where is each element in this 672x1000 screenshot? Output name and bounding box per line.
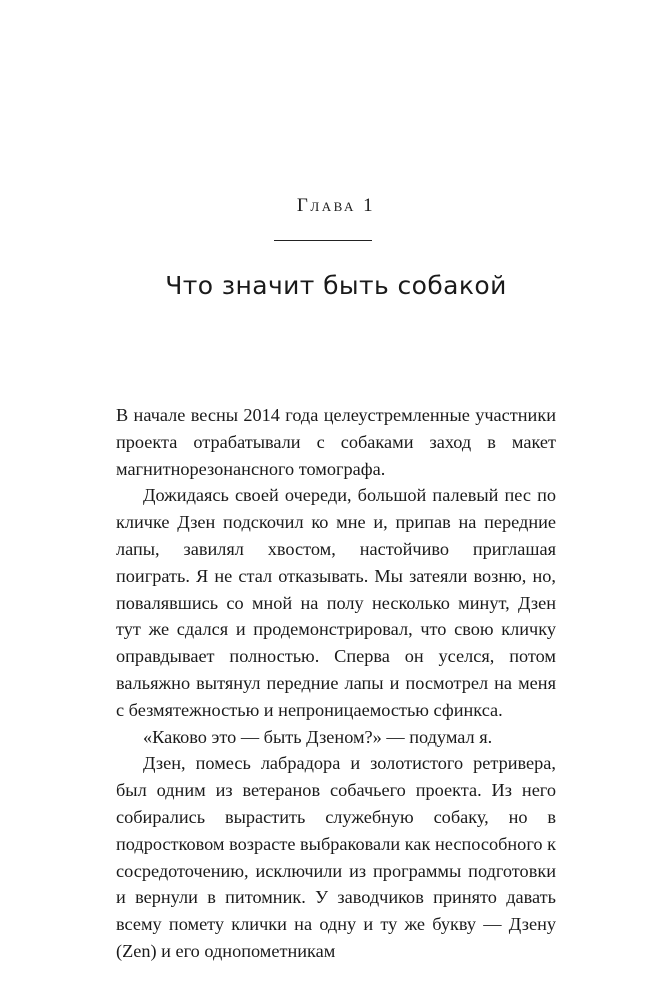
paragraph-1: В начале весны 2014 года целеустремленные участники проекта отрабатывали с собаками заход в макет магнитнорезонансного томографа. — [116, 405, 556, 479]
paragraph-2: Дожидаясь своей очереди, большой палевый пес по кличке Дзен подскочил ко мне и, припав на передние лапы, завилял хвостом, настойчиво приглашая поиграть. Я не стал отказывать. Мы затеяли возню, но, повалявшись со мной на полу несколько минут, Дзен тут же сдался и продемонстрировал, что свою кличку оправдывает полностью. Сперва он уселся, потом вальяжно вытянул передние лапы и посмотрел на меня с безмятежностью и непроницаемостью сфинкса. — [116, 485, 556, 720]
paragraph-3: «Каково это — быть Дзеном?» — подумал я. — [143, 726, 493, 747]
chapter-label: Глава 1 — [296, 195, 376, 216]
paragraph-4: Дзен, помесь лабрадора и золотистого ретривера, был одним из ветеранов собачьего проекта. Из него собирались вырастить служебную собаку, но в подростковом возрасте выбраковали как неспособного к сосредоточению, исключили из программы подготовки и вернули в питомник. У заводчиков принято давать всему помету клички на одну и ту же букву — Дзену (Zen) и его однопометникам — [116, 753, 556, 961]
chapter-divider — [274, 240, 372, 241]
chapter-title: Что значит быть собакой — [165, 271, 507, 300]
body-text — [116, 402, 556, 965]
